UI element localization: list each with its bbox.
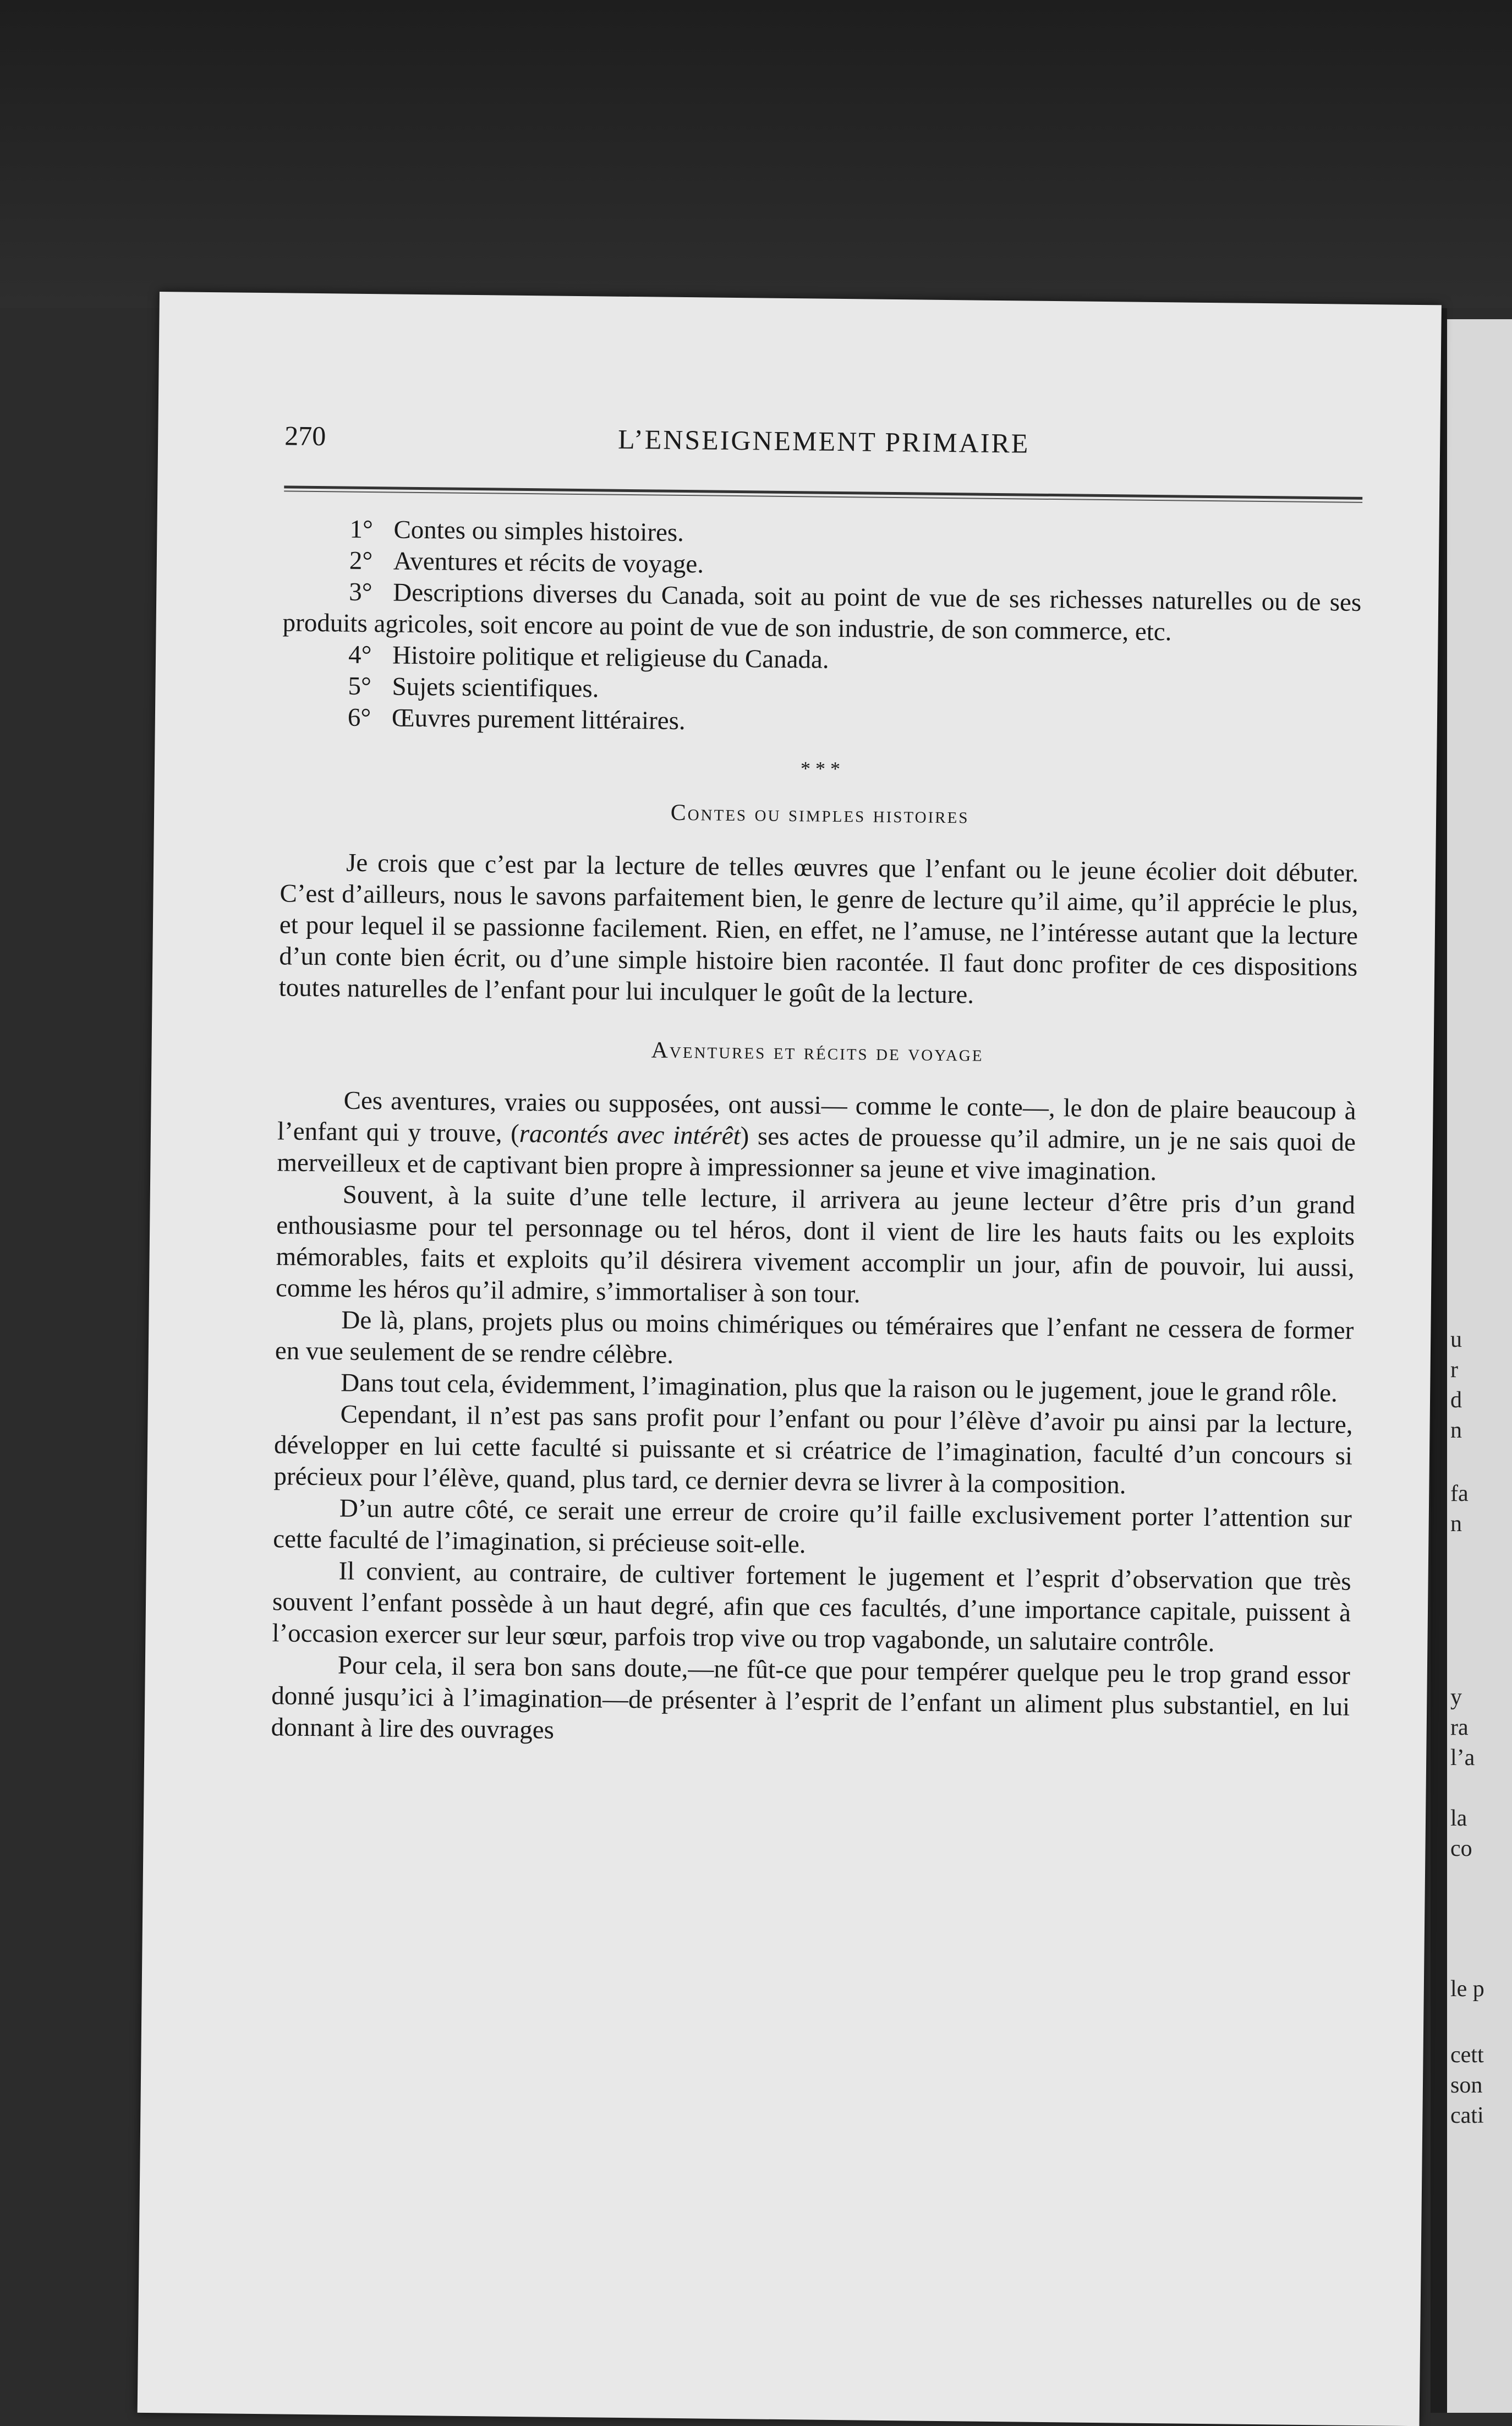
header-rule — [284, 485, 1362, 503]
paragraph: De là, plans, projets plus ou moins chimériques ou téméraires que l’enfant ne cessera de former en vue seulement de se rendre célèbre. — [275, 1305, 1354, 1369]
topic-list — [282, 513, 1362, 744]
running-title: L’ENSEIGNEMENT PRIMAIRE — [617, 423, 1030, 459]
list-item-text: Aventures et récits de voyage. — [393, 547, 704, 579]
facing-page-fragment: n — [1450, 1511, 1462, 1537]
facing-page-fragment: cett — [1450, 2042, 1484, 2068]
facing-page-fragment: fa — [1450, 1481, 1469, 1506]
italic-phrase: racontés avec intérêt — [519, 1119, 741, 1151]
facing-page-fragment: le p — [1450, 1976, 1484, 2002]
list-item-number: 1° — [349, 515, 374, 544]
list-item-text: Histoire politique et religieuse du Canada. — [392, 641, 829, 674]
section-heading: Aventures et récits de voyage — [651, 1037, 984, 1067]
list-item-text: Descriptions diverses du Canada, soit au point de vue de ses richesses naturelles ou de ses produits agricoles, soit encore au point de vue de son industrie, de son commerce, etc. — [282, 578, 1362, 647]
paragraph: Souvent, à la suite d’une telle lecture, il arrivera au jeune lecteur d’être pris d’un grand enthousiasme pour tel personnage ou tel héros, dont il vient de lire les hauts faits ou les exploits mémorables, faits et exploits qu’il désirera vivement accomplir un jour, afin de pouvoir, lui aussi, comme les héros qu’il admire, s’immortaliser à son tour. — [275, 1180, 1356, 1309]
facing-page-fragment: u — [1450, 1327, 1462, 1352]
paragraph — [277, 1084, 1356, 1190]
facing-page-fragment: son — [1450, 2073, 1483, 2098]
list-item-number: 5° — [348, 671, 372, 701]
paragraph: Dans tout cela, évidemment, l’imagination, plus que la raison ou le jugement, joue le grand rôle. — [340, 1368, 1338, 1408]
facing-page-edge — [1447, 319, 1512, 2413]
page-number: 270 — [284, 420, 326, 452]
paragraph: D’un autre côté, ce serait une erreur de croire qu’il faille exclusivement porter l’attention sur cette faculté de l’imagination, si précieuse soit-elle. — [273, 1494, 1352, 1559]
facing-page-fragment: n — [1450, 1418, 1462, 1443]
facing-page-fragment: ra — [1450, 1715, 1469, 1740]
paragraph: Je crois que c’est par la lecture de telles œuvres que l’enfant ou le jeune écolier doit débuter. C’est d’ailleurs, nous le savons parfaitement bien, le genre de lecture qu’il aime, qu’il apprécie le plus, et pour lequel il se passionne facilement. Rien, en effet, ne l’amuse, ne l’intéresse autant que la lecture d’un conte bien écrit, ou d’une simple histoire bien racontée. Il faut donc profiter de ces dispositions toutes naturelles de l’enfant pour lui inculquer le goût de la lecture. — [278, 848, 1359, 1009]
list-item-number: 4° — [348, 640, 372, 670]
paragraph: Cependant, il n’est pas sans profit pour l’enfant ou pour l’élève d’avoir pu ainsi par la lecture, développer en lui cette faculté si puissante et si créatrice de l’imagination, faculté d’un concours si précieux pour l’élève, quand, plus tard, ce dernier devra se livrer à la composition. — [273, 1400, 1353, 1500]
list-item-number: 3° — [349, 577, 372, 607]
facing-page-fragment: l’a — [1450, 1745, 1475, 1771]
list-item-number: 6° — [347, 703, 371, 733]
book-page — [138, 292, 1442, 2426]
facing-page-fragment: y — [1450, 1685, 1462, 1710]
list-item — [282, 576, 1361, 650]
list-item-text: Œuvres purement littéraires. — [391, 703, 686, 736]
facing-page-fragment: co — [1450, 1836, 1472, 1861]
facing-page-fragment: d — [1450, 1387, 1462, 1413]
facing-page-fragment: r — [1450, 1357, 1458, 1383]
scan-background — [0, 0, 1512, 308]
page-body — [271, 513, 1362, 1754]
paragraph-text: Ces aventures, vraies ou supposées, ont aussi— comme le conte—, le don de plaire beaucoup à l’enfant qui y trouve, ( — [277, 1086, 1356, 1148]
facing-page-fragment: cati — [1450, 2103, 1484, 2128]
list-item-text: Sujets scientifiques. — [392, 672, 599, 703]
list-item-text: Contes ou simples histoires. — [393, 515, 684, 548]
list-item-number: 2° — [349, 546, 373, 576]
section-heading: Contes ou simples histoires — [670, 800, 969, 829]
paragraph: Pour cela, il sera bon sans doute,—ne fût-ce que pour tempérer quelque peu le trop grand essor donné jusqu’ici à l’imagination—de présenter à l’esprit de l’enfant un aliment plus substantiel, en lui donnant à lire des ouvrages — [271, 1651, 1351, 1745]
section-divider-stars: * * * — [800, 757, 841, 780]
paragraph-text: ) ses actes de prouesse qu’il admire, un je ne sais quoi de merveilleux et de captivant bien propre à impressionner sa jeune et vive imagination. — [277, 1122, 1356, 1187]
page-header — [284, 419, 1363, 475]
facing-page-fragment: la — [1450, 1806, 1467, 1831]
paragraph: Il convient, au contraire, de cultiver fortement le jugement et l’esprit d’observation que très souvent l’enfant possède à un haut degré, afin que ces facultés, d’une importance capitale, puissent à l’occasion exercer sur leur sœur, parfois trop vive ou trop vagabonde, un salutaire contrôle. — [272, 1556, 1351, 1658]
